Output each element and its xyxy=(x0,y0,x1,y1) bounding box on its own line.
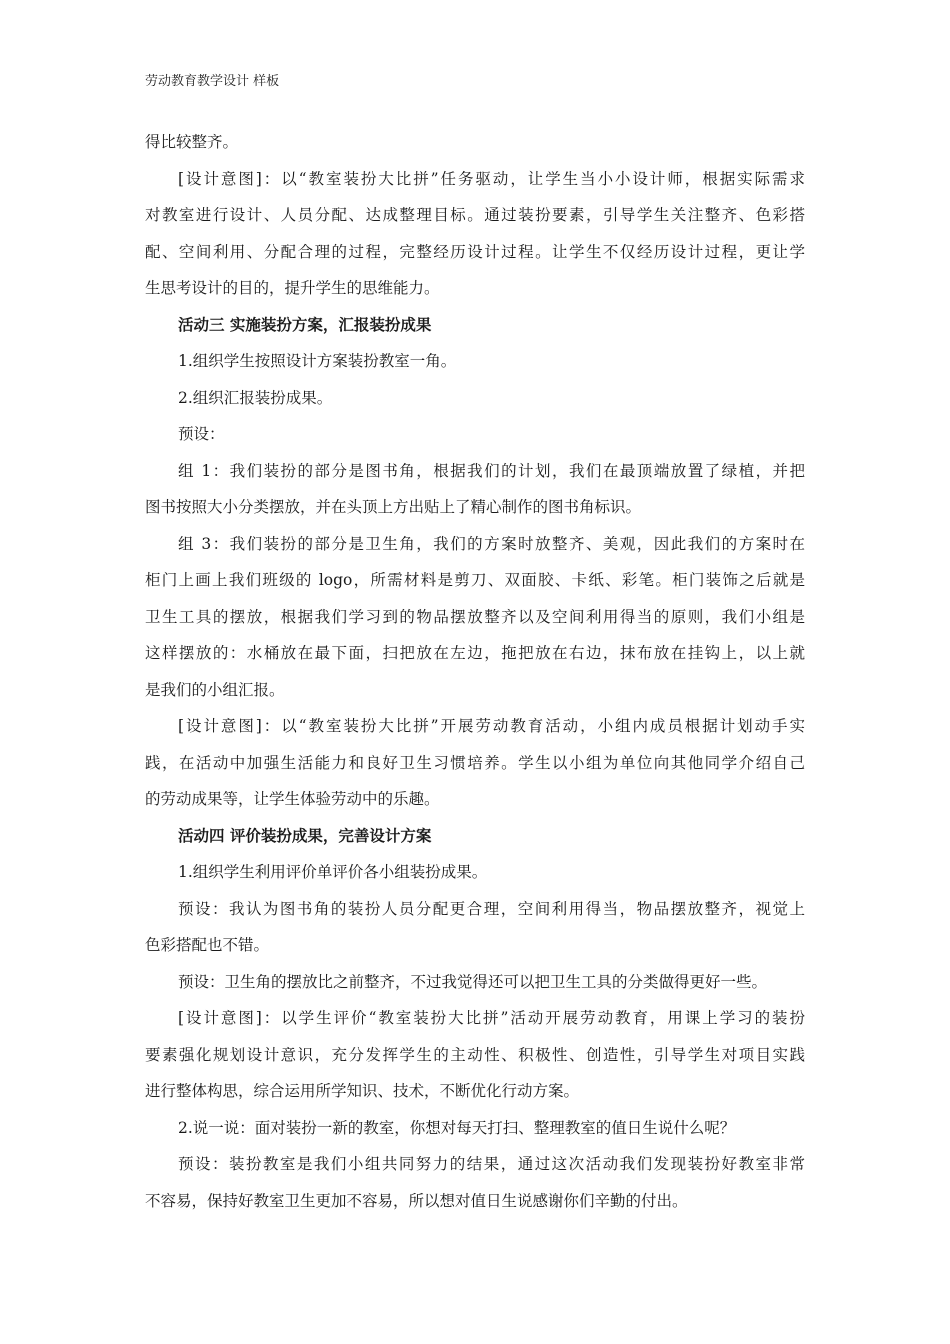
body-line: 是我们的小组汇报。 xyxy=(145,680,285,699)
body-line: 1.组织学生按照设计方案装扮教室一角。 xyxy=(178,352,457,370)
body-line: 践，在活动中加强生活能力和良好卫生习惯培养。学生以小组为单位向其他同学介绍自己 xyxy=(145,753,805,772)
body-line: 色彩搭配也不错。 xyxy=(145,936,270,954)
body-line: 预设：我认为图书角的装扮人员分配更合理，空间利用得当，物品摆放整齐，视觉上 xyxy=(178,899,805,918)
body-line: 对教室进行设计、人员分配、达成整理目标。通过装扮要素，引导学生关注整齐、色彩搭 xyxy=(145,206,805,224)
body-line: 1.组织学生利用评价单评价各小组装扮成果。 xyxy=(178,863,488,881)
body-line: 2.组织汇报装扮成果。 xyxy=(178,388,333,407)
body-line: 得比较整齐。 xyxy=(145,133,239,151)
design-intent-line: [设计意图]：以“教室装扮大比拼”开展劳动教育活动，小组内成员根据计划动手实 xyxy=(178,717,805,735)
body-line: 预设：卫生角的摆放比之前整齐，不过我觉得还可以把卫生工具的分类做得更好一些。 xyxy=(178,972,768,991)
body-line: 组 3：我们装扮的部分是卫生角，我们的方案时放整齐、美观，因此我们的方案时在 xyxy=(178,534,805,553)
body-line: 预设： xyxy=(178,425,225,443)
body-line: 预设：装扮教室是我们小组共同努力的结果，通过这次活动我们发现装扮好教室非常 xyxy=(178,1155,805,1173)
body-line: 卫生工具的摆放，根据我们学习到的物品摆放整齐以及空间利用得当的原则，我们小组是 xyxy=(145,607,805,626)
body-line: 配、空间利用、分配合理的过程，完整经历设计过程。让学生不仅经历设计过程，更让学 xyxy=(145,242,805,261)
design-intent-line: [设计意图]：以学生评价“教室装扮大比拼”活动开展劳动教育，用课上学习的装扮 xyxy=(178,1009,805,1027)
body-line: 的劳动成果等，让学生体验劳动中的乐趣。 xyxy=(145,790,440,808)
body-line: 不容易，保持好教室卫生更加不容易，所以想对值日生说感谢你们辛勤的付出。 xyxy=(145,1191,688,1210)
body-line: 生思考设计的目的，提升学生的思维能力。 xyxy=(145,279,440,297)
body-line: 2.说一说：面对装扮一新的教室，你想对每天打扫、整理教室的值日生说什么呢？ xyxy=(178,1118,736,1137)
section-heading-activity-3: 活动三 实施装扮方案，汇报装扮成果 xyxy=(178,314,432,334)
page-header: 劳动教育教学设计 样板 xyxy=(145,74,280,89)
document-body xyxy=(145,124,805,1219)
body-line: 组 1：我们装扮的部分是图书角，根据我们的计划，我们在最顶端放置了绿植，并把 xyxy=(178,461,805,480)
body-line: 柜门上画上我们班级的 logo，所需材料是剪刀、双面胶、卡纸、彩笔。柜门装饰之后就是 xyxy=(145,571,805,589)
body-line: 进行整体构思，综合运用所学知识、技术，不断优化行动方案。 xyxy=(145,1082,580,1100)
design-intent-line: [设计意图]：以“教室装扮大比拼”任务驱动，让学生当小小设计师，根据实际需求 xyxy=(178,169,805,188)
body-line: 要素强化规划设计意识，充分发挥学生的主动性、积极性、创造性，引导学生对项目实践 xyxy=(145,1045,805,1064)
section-heading-activity-4: 活动四 评价装扮成果，完善设计方案 xyxy=(178,825,432,845)
body-line: 图书按照大小分类摆放，并在头顶上方出贴上了精心制作的图书角标识。 xyxy=(145,498,642,516)
body-line: 这样摆放的：水桶放在最下面，扫把放在左边，拖把放在右边，抹布放在挂钩上，以上就 xyxy=(145,644,805,662)
